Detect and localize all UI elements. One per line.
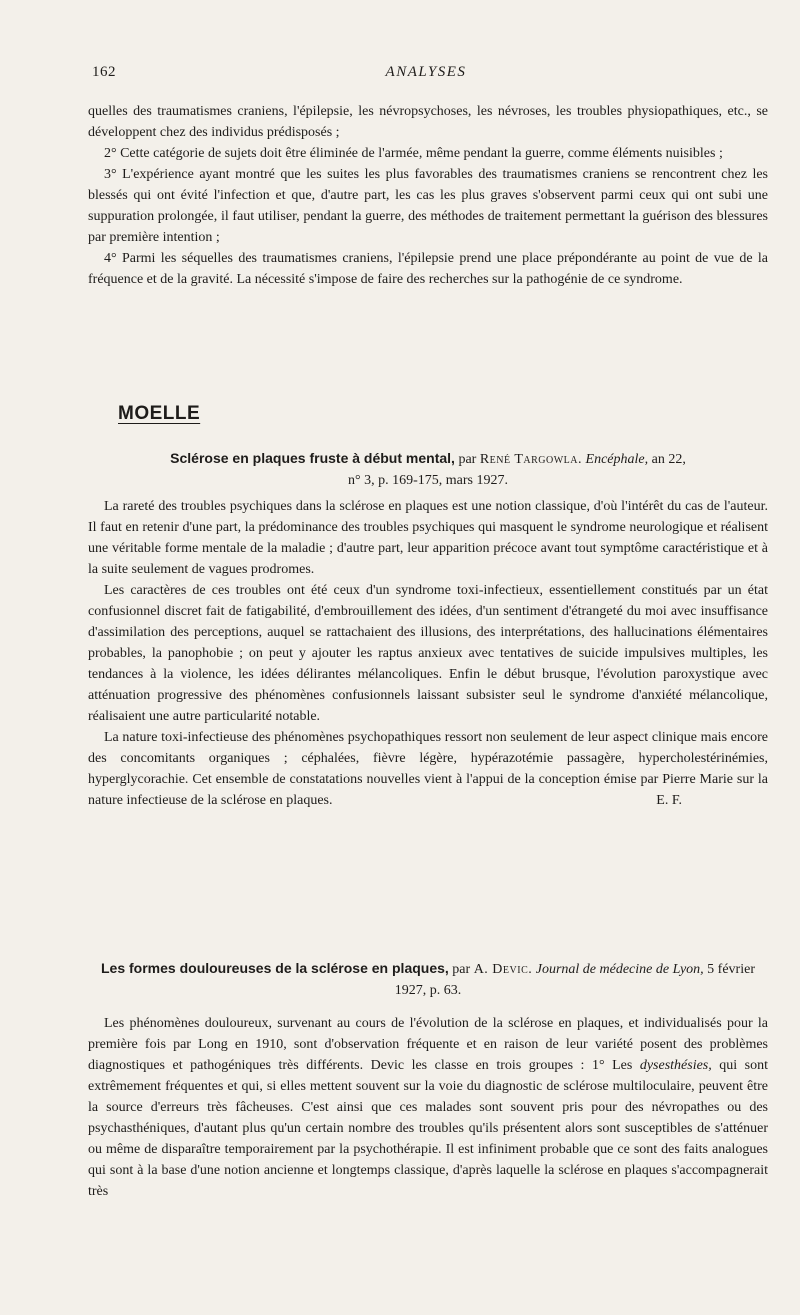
article-citation: an 22,	[651, 452, 686, 467]
article-journal: Journal de médecine de Lyon,	[535, 962, 704, 977]
paragraph: 2° Cette catégorie de sujets doit être éliminée de l'armée, même pendant la guerre, comme éléments nuisibles ;	[104, 146, 723, 161]
paragraph: 3° L'expérience ayant montré que les suites les plus favorables des traumatismes craniens se rencontrent chez les blessés qui ont évité l'infection et que, d'autre part, les cas les plus graves s'observent parmi ceux qui ont subi une suppuration prolongée, il faut utiliser, pendant la guerre, des méthodes de traitement permettant la guérison des blessures par première intention ;	[88, 167, 768, 245]
article-by: par	[458, 452, 477, 467]
paragraph: La rareté des troubles psychiques dans la sclérose en plaques est une notion classique, d'où l'intérêt du cas de l'auteur. Il faut en retenir d'une part, la prédominance des troubles psychiques qui masquent le syndrome neurologique et réalisent une véritable forme mentale de la maladie ; d'autre part, leur apparition précoce avant tout symptôme caractéristique et à la suite seulement de vagues prodromes.	[88, 499, 768, 577]
paragraph: quelles des traumatismes craniens, l'épilepsie, les névropsychoses, les névroses, les troubles physiopathiques, etc., se développent chez des individus prédisposés ;	[88, 104, 768, 140]
article-journal: Encéphale,	[585, 452, 649, 467]
article-citation: 5 février 1927, p. 63.	[394, 962, 755, 998]
article-title-text: Les formes douloureuses de la sclérose en plaques,	[101, 960, 449, 976]
paragraph-text: qui sont extrêmement fréquentes et qui, si elles mettent souvent sur la voie du diagnostic de sclérose multiloculaire, peuvent être la source d'erreurs très fâcheuses. C'est ainsi que ces malades sont souvent pris pour des névropathes ou des psychasthéniques, d'autant plus qu'un certain nombre des troubles qu'ils présentent alors sont susceptibles de s'atténuer ou même de disparaître temporairement par la psychothérapie. Il est infiniment probable que ce sont des faits analogues qui sont à la base d'une notion ancienne et longtemps classique, d'après laquelle la sclérose en plaques s'accompagnerait très	[88, 1058, 769, 1199]
emphasis-term: dysesthésies,	[639, 1058, 712, 1073]
running-head	[92, 64, 760, 88]
paragraph-text: Les phénomènes douloureux, survenant au cours de l'évolution de la sclérose en plaques, et individualisés pour la première fois par Long en 1910, sont d'observation fréquente et en raison de leur variété posent des problèmes diagnostiques et pathogéniques très différents. Devic les classe en trois groupes : 1° Les	[88, 1016, 768, 1073]
page-number: 162	[92, 64, 116, 80]
article-title-2	[88, 958, 768, 1001]
signature: E. F.	[656, 793, 682, 808]
paragraph: Les caractères de ces troubles ont été ceux d'un syndrome toxi-infectieux, essentiellement constitués par un état confusionnel discret fait de fatigabilité, d'embrouillement des idées, d'un sentiment d'étrangeté du moi avec insuffisance d'assimilation des perceptions, auquel se rattachaient des illusions, des interprétations, des hallucinations élémentaires probables, la panophobie ; on peut y ajouter les raptus anxieux avec tentatives de suicide impulsives multiples, les tendances à la violence, les idées délirantes mélancoliques. Enfin le début brusque, l'évolution paroxystique avec atténuation progressive des phénomènes confusionnels laissant subsister seul le syndrome d'anxiété mélancolique, réalisaient une autre particularité notable.	[88, 583, 768, 724]
article-author: René Targowla.	[479, 452, 583, 467]
article-author: A. Devic.	[473, 962, 533, 977]
article-title-text: Sclérose en plaques fruste à début mental,	[170, 450, 455, 466]
running-title: ANALYSES	[385, 64, 467, 80]
paragraph: 4° Parmi les séquelles des traumatismes craniens, l'épilepsie prend une place prépondérante au point de vue de la fréquence et de la gravité. La nécessité s'impose de faire des recherches sur la pathogénie de ce syndrome.	[88, 251, 768, 287]
article-2-body	[88, 1013, 768, 1202]
continued-summary	[88, 101, 768, 290]
paragraph	[88, 1013, 768, 1202]
paragraph	[88, 727, 768, 811]
article-title-1	[88, 448, 768, 491]
paragraph-text: La nature toxi-infectieuse des phénomènes psychopathiques ressort non seulement de leur aspect clinique mais encore des concomitants organiques ; céphalées, fièvre légère, hypérazotémie passagère, hypercholestérinémies, hyperglycorachie. Cet ensemble de constatations nouvelles vient à l'appui de la conception émise par Pierre Marie sur la nature infectieuse de la sclérose en plaques.	[88, 730, 768, 808]
article-citation: n° 3, p. 169-175, mars 1927.	[348, 473, 508, 488]
section-heading: MOELLE	[118, 403, 201, 424]
article-by: par	[452, 962, 471, 977]
article-1-body	[88, 496, 768, 811]
